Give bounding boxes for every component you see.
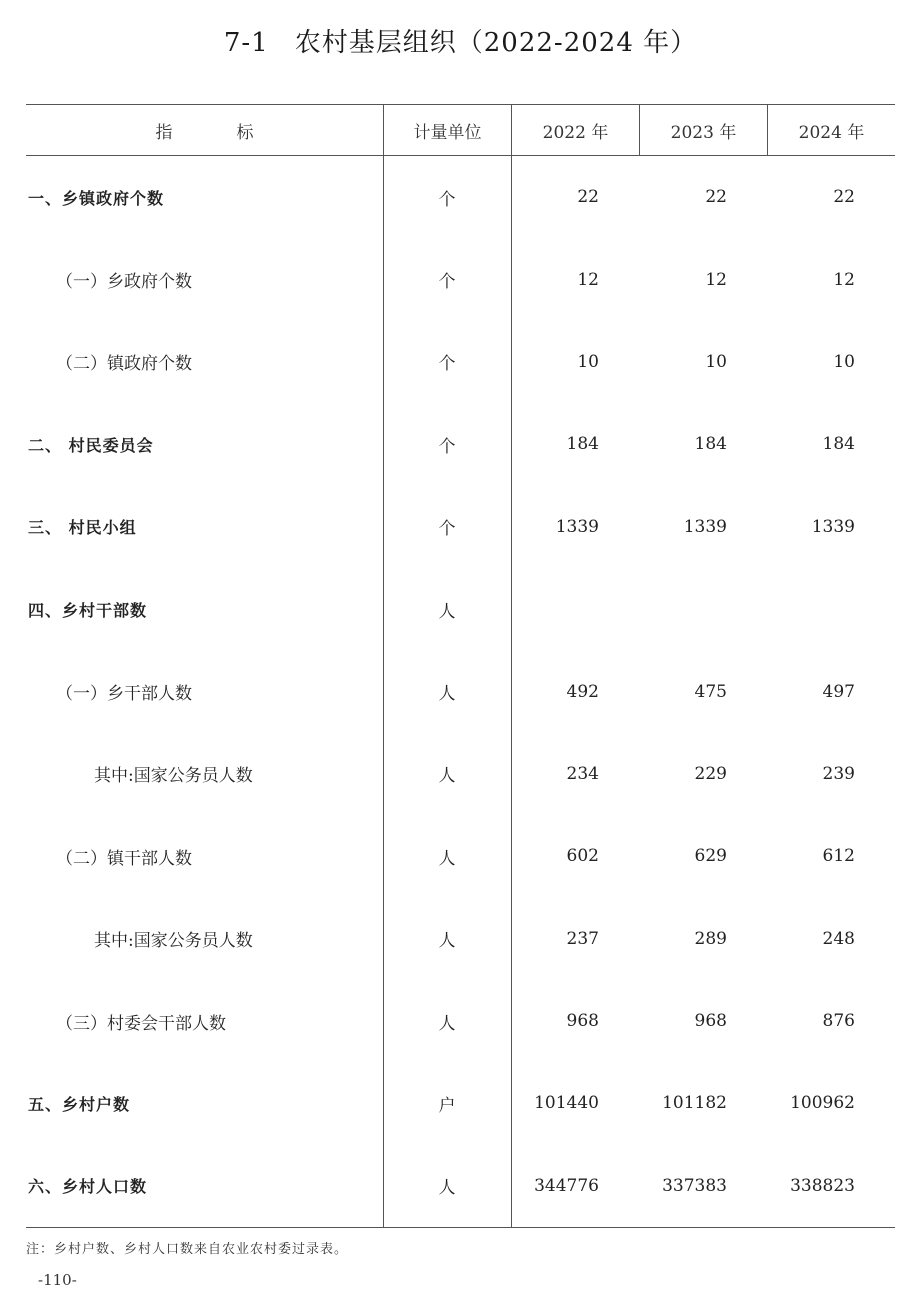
value-2024: 12: [833, 269, 855, 290]
value-2023: 629: [694, 846, 727, 867]
value-2024: 497: [822, 681, 855, 702]
header-indicator: 指 标: [155, 122, 254, 143]
header-year-2023: 2023 年: [639, 105, 767, 155]
table-title: 农村基层组织（2022-2024 年）: [294, 28, 698, 58]
value-2022: 344776: [534, 1175, 599, 1196]
value-2023: 968: [694, 1011, 727, 1032]
value-2022: 602: [566, 846, 599, 867]
value-2022: 237: [566, 928, 599, 949]
row-label: 其中:国家公务员人数: [94, 766, 253, 787]
value-2024: 239: [822, 763, 855, 784]
value-2023: 229: [694, 763, 727, 784]
value-2024: 248: [822, 928, 855, 949]
table-row: [26, 1145, 895, 1227]
table-row: [26, 815, 895, 897]
row-unit: 户: [438, 1095, 456, 1116]
row-label: 五、乡村户数: [28, 1094, 131, 1114]
value-2022: 234: [566, 763, 599, 784]
table-body: [26, 156, 895, 1227]
row-unit: 个: [438, 189, 456, 210]
footnote: 注：乡村户数、乡村人口数来自农业农村委过录表。: [26, 1242, 349, 1257]
row-unit: 人: [438, 1013, 456, 1034]
table-row: [26, 486, 895, 568]
value-2022: 184: [566, 434, 599, 455]
row-unit: 人: [438, 848, 456, 869]
row-unit: 个: [438, 436, 456, 457]
value-2023: 184: [694, 434, 727, 455]
table-row: [26, 568, 895, 650]
row-label: 二、 村民委员会: [28, 435, 154, 455]
table-row: [26, 321, 895, 403]
table-row: [26, 733, 895, 815]
column-divider: [383, 156, 384, 1227]
table-row: [26, 980, 895, 1062]
value-2023: 475: [694, 681, 727, 702]
column-divider: [511, 156, 512, 1227]
table-row: [26, 650, 895, 732]
row-label: （一）乡干部人数: [56, 684, 192, 705]
row-unit: 人: [438, 684, 456, 705]
page-number: -110-: [38, 1271, 77, 1289]
row-label: （一）乡政府个数: [56, 272, 192, 293]
row-unit: 人: [438, 766, 456, 787]
row-label: （三）村委会干部人数: [56, 1013, 226, 1034]
value-2022: 492: [566, 681, 599, 702]
row-label: （二）镇政府个数: [56, 354, 192, 375]
value-2023: 12: [705, 269, 727, 290]
row-unit: 人: [438, 931, 456, 952]
page-title: [0, 22, 921, 59]
value-2024: 338823: [790, 1175, 855, 1196]
value-2024: 876: [822, 1011, 855, 1032]
table-code: 7-1: [223, 28, 269, 58]
value-2023: 10: [705, 351, 727, 372]
header-year-2022: 2022 年: [511, 105, 639, 155]
statistics-table: [26, 104, 895, 1228]
value-2022: 101440: [534, 1093, 599, 1114]
row-unit: 个: [438, 354, 456, 375]
table-row: [26, 898, 895, 980]
value-2023: 101182: [662, 1093, 727, 1114]
table-row: [26, 238, 895, 320]
row-label: （二）镇干部人数: [56, 848, 192, 869]
row-unit: 人: [438, 1178, 456, 1199]
row-label: 三、 村民小组: [28, 518, 137, 538]
value-2024: 1339: [811, 516, 855, 537]
value-2022: 22: [577, 187, 599, 208]
value-2024: 612: [822, 846, 855, 867]
table-row: [26, 156, 895, 238]
table-row: [26, 403, 895, 485]
row-label: 四、乡村干部数: [28, 600, 148, 620]
table-header: [26, 105, 895, 156]
row-label: 其中:国家公务员人数: [94, 931, 253, 952]
header-unit: 计量单位: [383, 105, 511, 155]
value-2023: 22: [705, 187, 727, 208]
header-year-2024: 2024 年: [767, 105, 895, 155]
value-2024: 100962: [790, 1093, 855, 1114]
row-label: 一、乡镇政府个数: [28, 188, 165, 208]
row-label: 六、乡村人口数: [28, 1177, 148, 1197]
value-2024: 10: [833, 351, 855, 372]
value-2022: 12: [577, 269, 599, 290]
value-2024: 184: [822, 434, 855, 455]
value-2022: 1339: [555, 516, 599, 537]
table-row: [26, 1062, 895, 1144]
row-unit: 个: [438, 272, 456, 293]
value-2022: 10: [577, 351, 599, 372]
value-2022: 968: [566, 1011, 599, 1032]
row-unit: 个: [438, 519, 456, 540]
value-2024: 22: [833, 187, 855, 208]
value-2023: 337383: [662, 1175, 727, 1196]
value-2023: 1339: [683, 516, 727, 537]
row-unit: 人: [438, 601, 456, 622]
value-2023: 289: [694, 928, 727, 949]
